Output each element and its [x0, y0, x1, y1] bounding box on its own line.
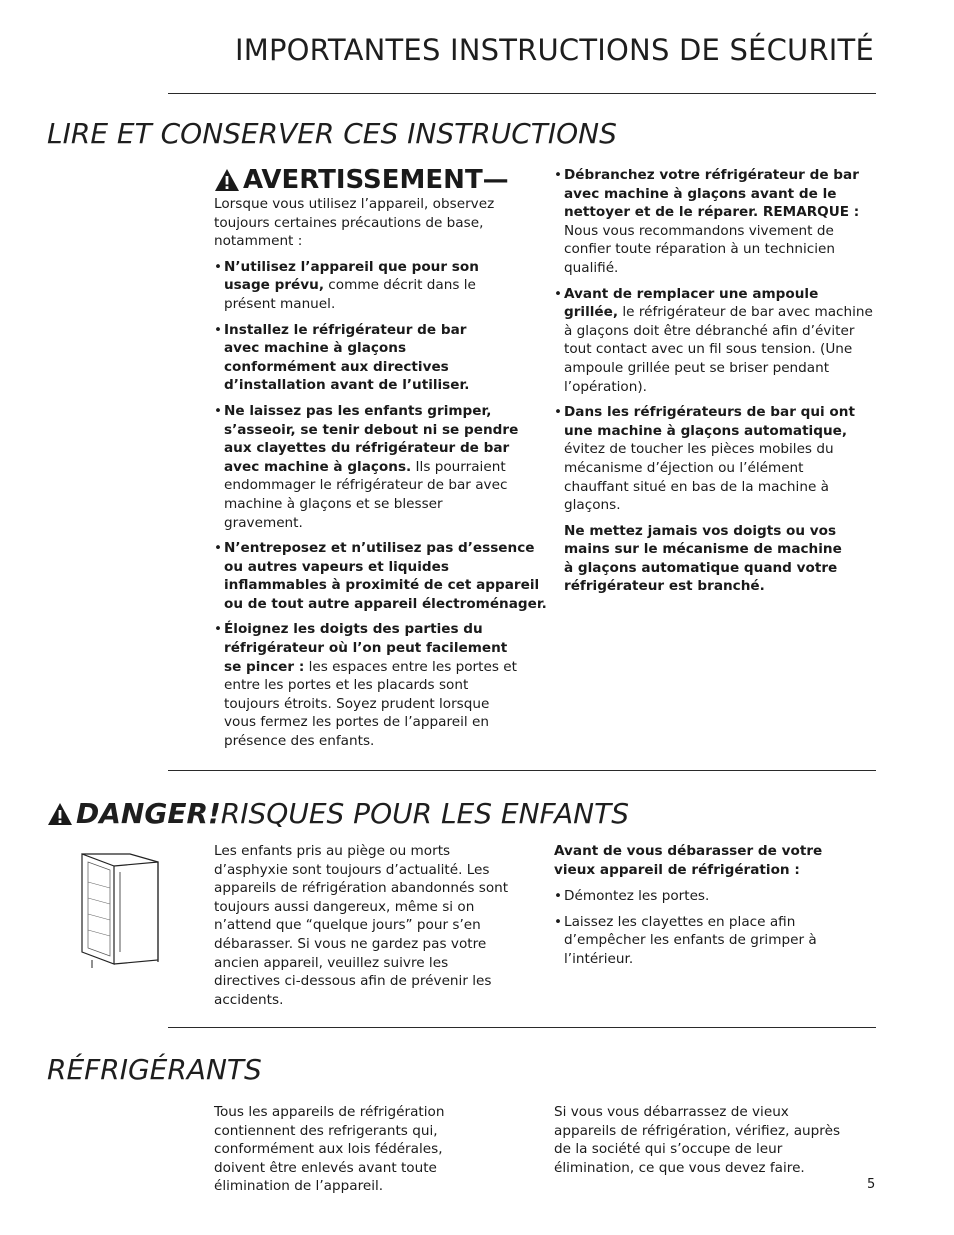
section-rule	[168, 1027, 876, 1028]
refrigerants-left-text: Tous les appareils de réfrigération contiennent des refrigerants qui, conformément aux lois fédérales, doivent être enlevés avant toute élimination de l’appareil.	[214, 1104, 445, 1195]
page-number: 5	[867, 1177, 876, 1192]
section-title-instructions: LIRE ET CONSERVER CES INSTRUCTIONS	[47, 117, 617, 150]
section-rule	[168, 770, 876, 771]
danger-title: RISQUES POUR LES ENFANTS	[220, 797, 629, 830]
danger-right-column	[554, 842, 876, 976]
refrigerants-right-text: Si vous vous débarrassez de vieux appareils de réfrigération, vérifiez, auprès de la société qui s’occupe de leur élimination, ce que vous devez faire.	[554, 1104, 841, 1176]
list-item: • N’utilisez l’appareil que pour son usage prévu, comme décrit dans le présent manuel.	[214, 258, 526, 314]
danger-label: DANGER!	[76, 797, 221, 830]
list-item: • Installez le réfrigérateur de bar avec machine à glaçons conformément aux directives d’installation avant de l’utiliser.	[214, 321, 504, 395]
list-item: • Éloignez les doigts des parties du réfrigérateur où l’on peut facilement se pincer : les espaces entre les portes et entre les portes et les placards sont toujours étroits. Soyez prudent lorsque vous fermez les portes de l’appareil en présence des enfants.	[214, 620, 520, 750]
right-note: Ne mettez jamais vos doigts ou vos mains sur le mécanisme de machine à glaçons automatique quand votre réfrigérateur est branché.	[564, 522, 842, 595]
list-item: • Démontez les portes.	[554, 887, 876, 906]
list-item: • Ne laissez pas les enfants grimper, s’asseoir, se tenir debout ni se pendre aux clayettes du réfrigérateur de bar avec machine à glaçons. Ils pourraient endommager le réfrigérateur de bar avec machine à glaçons et se blesser gravement.	[214, 402, 524, 532]
danger-paragraph: Les enfants pris au piège ou morts d’asphyxie sont toujours d’actualité. Les appareils de réfrigération abandonnés sont toujours aussi dangereux, même si on n’attend que “quelque jours” pour s’en débarasser. Si vous ne gardez pas votre ancien appareil, veuillez suivre les directives ci-dessous afin de prévenir les accidents.	[214, 843, 509, 1008]
section-title-danger	[47, 797, 629, 830]
refrigerator-icon	[80, 852, 160, 970]
list-item: • Laissez les clayettes en place afin d’empêcher les enfants de grimper à l’intérieur.	[554, 913, 832, 969]
disposal-heading: Avant de vous débarasser de votre vieux appareil de réfrigération :	[554, 843, 823, 878]
left-column	[214, 165, 547, 758]
list-item: • N’entreposez et n’utilisez pas d’essence ou autres vapeurs et liquides inflammables à proximité de cet appareil ou de tout autre appareil électroménager.	[214, 539, 548, 613]
list-item: • Débranchez votre réfrigérateur de bar avec machine à glaçons avant de le nettoyer et de le réparer. REMARQUE : Nous vous recommandons vivement de confier toute réparation à un technicien qualifié.	[554, 166, 876, 278]
right-column	[554, 166, 876, 596]
header-rule	[168, 93, 876, 94]
warning-heading	[214, 165, 544, 195]
warning-triangle-icon	[214, 168, 240, 192]
warning-intro: Lorsque vous utilisez l’appareil, observez toujours certaines précautions de base, notamment :	[214, 196, 495, 250]
warning-triangle-icon	[47, 802, 73, 826]
list-item: • Dans les réfrigérateurs de bar qui ont une machine à glaçons automatique, évitez de toucher les pièces mobiles du mécanisme d’éjection ou l’élément chauffant situé en bas de la machine à glaçons.	[554, 403, 864, 515]
page-header-title: IMPORTANTES INSTRUCTIONS DE SÉCURITÉ	[234, 33, 874, 67]
section-title-refrigerants: RÉFRIGÉRANTS	[47, 1053, 262, 1086]
warning-label: AVERTISSEMENT—	[243, 165, 509, 195]
list-item: • Avant de remplacer une ampoule grillée, le réfrigérateur de bar avec machine à glaçons doit être débranché afin d’éviter tout contact avec un fil sous tension. (Une ampoule grillée peut se briser pendant l’opération).	[554, 285, 876, 397]
